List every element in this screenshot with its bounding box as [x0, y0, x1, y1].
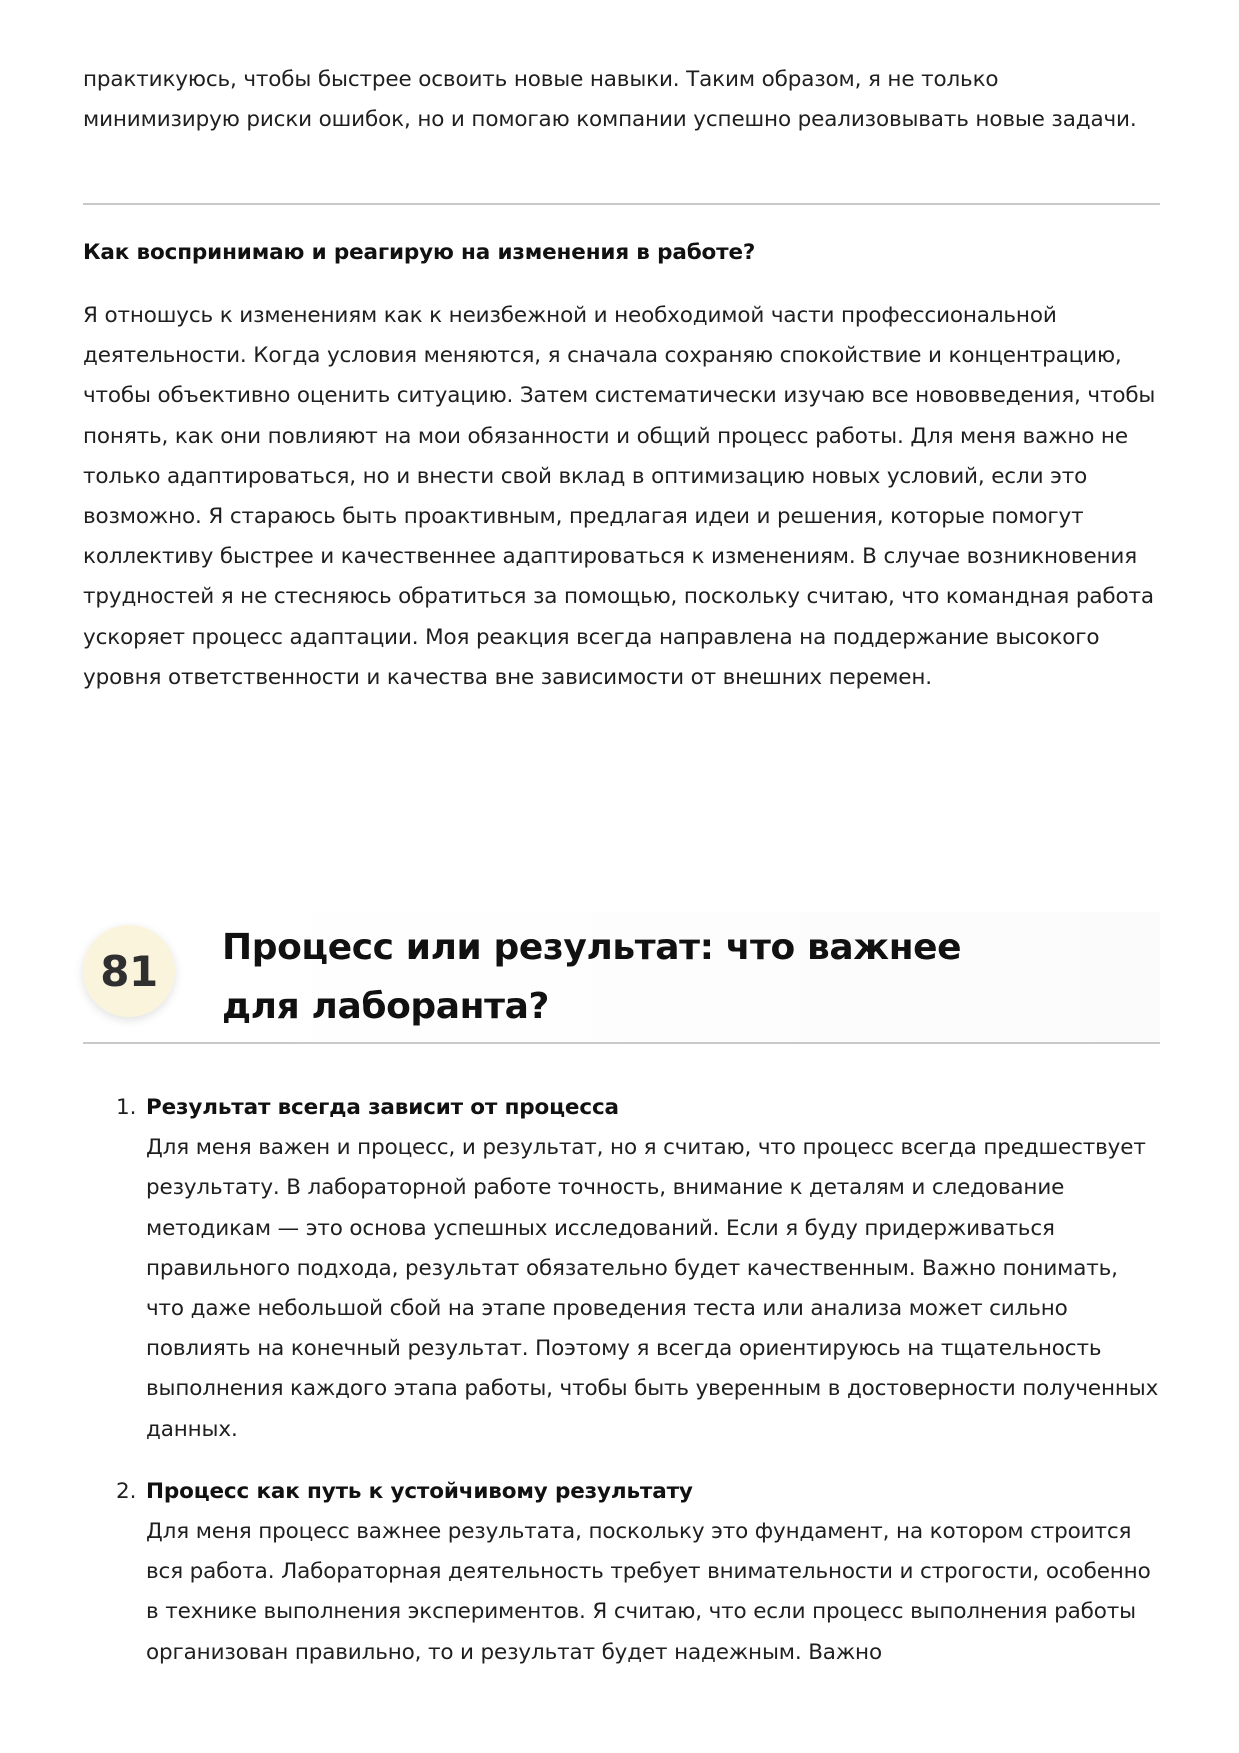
list-item-text: Для меня важен и процесс, и результат, но я считаю, что процесс всегда предшествует результату. В лабораторной работе точность, внимание к деталям и следование методикам — это основа успешных исследований. Если я буду придерживаться правильного подхода, результат обязательно будет качественным. Важно понимать, что даже небольшой сбой на этапе проведения теста или анализа может сильно повлиять на конечный результат. Поэтому я всегда ориентируюсь на тщательность выполнения каждого этапа работы, чтобы быть уверенным в достоверности полученных данных. — [146, 1135, 1159, 1442]
section-title: Процесс или результат: что важнее для лаборанта? — [222, 927, 962, 1027]
list-marker: 2. — [116, 1478, 137, 1504]
answer-paragraph: Я отношусь к изменениям как к неизбежной и необходимой части профессиональной деятельности. Когда условия меняются, я сначала сохраняю спокойствие и концентрацию, чтобы объективно оценить ситуацию. Затем систематически изучаю все нововведения, чтобы понять, как они повлияют на мои обязанности и общий процесс работы. Для меня важно не только адаптироваться, но и внести свой вклад в оптимизацию новых условий, если это возможно. Я стараюсь быть проактивным, предлагая идеи и решения, которые помогут коллективу быстрее и качественнее адаптироваться к изменениям. В случае возникновения трудностей я не стесняюсь обратиться за помощью, поскольку считаю, что командная работа ускоряет процесс адаптации. Моя реакция всегда направлена на поддержание высокого уровня ответственности и качества вне зависимости от внешних перемен. — [83, 303, 1156, 690]
list-item — [83, 1472, 1160, 1673]
list-marker: 1. — [116, 1095, 137, 1120]
list-item-title: Процесс как путь к устойчивому результату — [146, 1478, 693, 1504]
list-item — [83, 1088, 1160, 1450]
intro-paragraph: практикуюсь, чтобы быстрее освоить новые навыки. Таким образом, я не только минимизирую риски ошибок, но и помогаю компании успешно реализовывать новые задачи. — [83, 67, 1137, 133]
section-header — [83, 912, 1160, 1045]
answer-list — [83, 1088, 1160, 1695]
question-heading: Как воспринимаю и реагирую на изменения в работе? — [83, 240, 756, 265]
list-item-title: Результат всегда зависит от процесса — [146, 1095, 619, 1120]
list-item-text: Для меня процесс важнее результата, поскольку это фундамент, на котором строится вся работа. Лабораторная деятельность требует внимательности и строгости, особенно в технике выполнения экспериментов. Я считаю, что если процесс выполнения работы организован правильно, то и результат будет надежным. Важно — [146, 1519, 1151, 1665]
divider — [83, 203, 1160, 205]
section-divider — [83, 1042, 1160, 1044]
section-number-badge: 81 — [83, 925, 175, 1017]
